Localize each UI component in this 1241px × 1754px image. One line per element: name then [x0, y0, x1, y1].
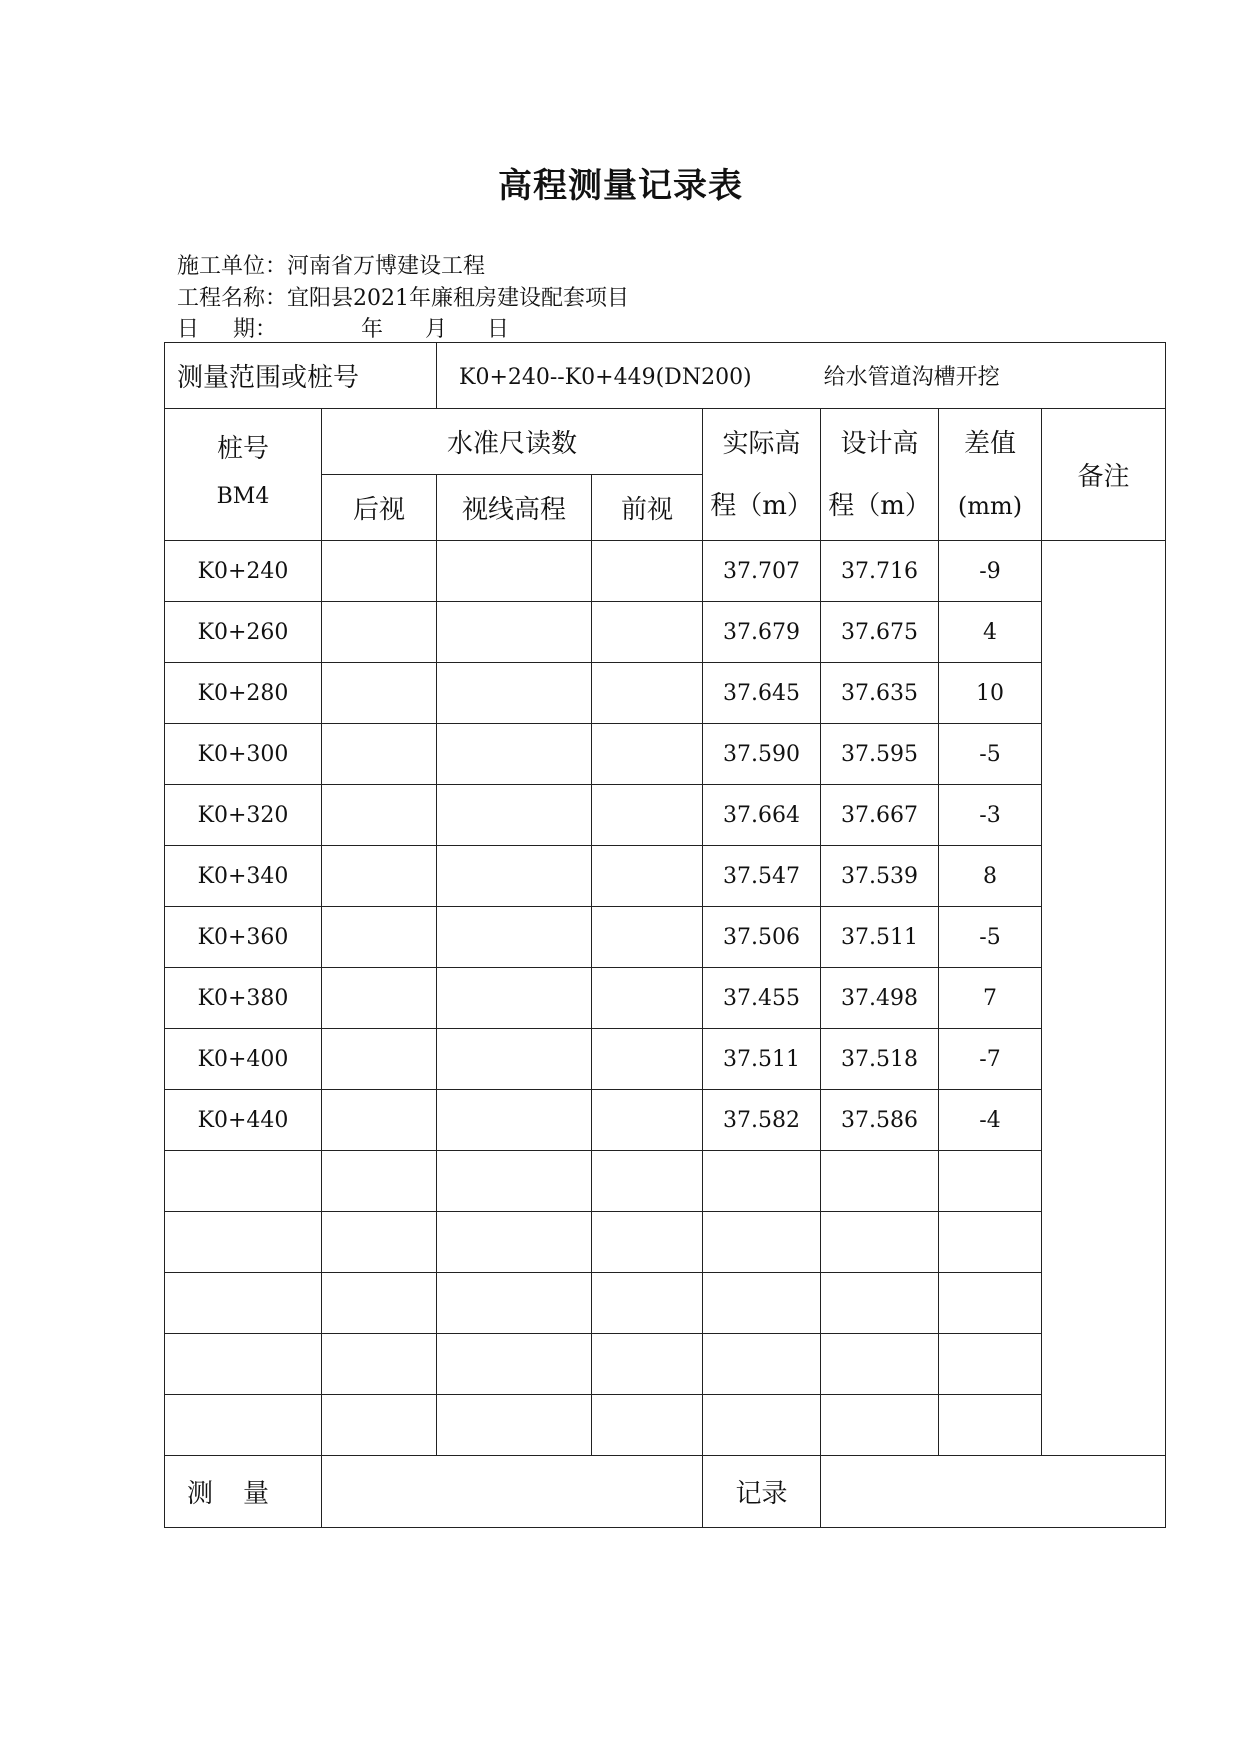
cell-actual: 37.707	[703, 541, 821, 602]
cell-design: 37.586	[821, 1090, 939, 1151]
header-backsight: 后视	[322, 475, 437, 541]
cell-backsight	[322, 602, 437, 663]
cell-line-elev	[437, 1395, 592, 1456]
table-row	[165, 1151, 1166, 1212]
cell-station: K0+280	[165, 663, 322, 724]
cell-diff: -3	[939, 785, 1042, 846]
cell-design: 37.539	[821, 846, 939, 907]
document-title: 高程测量记录表	[498, 166, 743, 206]
cell-backsight	[322, 1212, 437, 1273]
cell-actual: 37.547	[703, 846, 821, 907]
header-actual	[703, 409, 821, 541]
cell-actual: 37.582	[703, 1090, 821, 1151]
cell-actual	[703, 1395, 821, 1456]
project-name-label: 工程名称：	[177, 286, 288, 311]
header-design-line1: 设计高	[840, 428, 919, 459]
cell-foresight	[592, 907, 703, 968]
cell-design: 37.667	[821, 785, 939, 846]
cell-station: K0+360	[165, 907, 322, 968]
cell-actual	[703, 1151, 821, 1212]
cell-design: 37.635	[821, 663, 939, 724]
cell-foresight	[592, 968, 703, 1029]
cell-actual: 37.511	[703, 1029, 821, 1090]
cell-foresight	[592, 1151, 703, 1212]
cell-design	[821, 1395, 939, 1456]
cell-line-elev	[437, 602, 592, 663]
cell-foresight	[592, 785, 703, 846]
cell-design	[821, 1334, 939, 1395]
record-label: 记录	[703, 1456, 821, 1528]
cell-line-elev	[437, 1334, 592, 1395]
cell-station	[165, 1273, 322, 1334]
cell-actual: 37.664	[703, 785, 821, 846]
cell-station	[165, 1212, 322, 1273]
cell-diff: 10	[939, 663, 1042, 724]
cell-remark	[1042, 541, 1166, 1456]
construction-unit-label: 施工单位：	[177, 254, 288, 279]
cell-line-elev	[437, 1273, 592, 1334]
cell-foresight	[592, 602, 703, 663]
cell-line-elev	[437, 724, 592, 785]
table-row	[165, 785, 1166, 846]
signature-row	[165, 1456, 1166, 1528]
cell-actual: 37.506	[703, 907, 821, 968]
cell-diff: -7	[939, 1029, 1042, 1090]
record-signature	[821, 1456, 1166, 1528]
header-actual-line1: 实际高	[722, 428, 801, 459]
header-foresight: 前视	[592, 475, 703, 541]
cell-backsight	[322, 785, 437, 846]
header-row-1	[165, 409, 1166, 475]
cell-line-elev	[437, 663, 592, 724]
date-year: 年	[361, 317, 384, 342]
cell-foresight	[592, 541, 703, 602]
cell-line-elev	[437, 907, 592, 968]
table-row	[165, 602, 1166, 663]
cell-station: K0+240	[165, 541, 322, 602]
cell-line-elev	[437, 541, 592, 602]
cell-line-elev	[437, 1029, 592, 1090]
header-actual-line2: 程（m）	[710, 490, 813, 521]
cell-foresight	[592, 1090, 703, 1151]
cell-station: K0+300	[165, 724, 322, 785]
cell-design	[821, 1212, 939, 1273]
range-label: 测量范围或桩号	[165, 343, 437, 409]
cell-diff: 7	[939, 968, 1042, 1029]
cell-backsight	[322, 1395, 437, 1456]
date-label-1: 日	[177, 317, 200, 342]
header-design-line2: 程（m）	[828, 490, 931, 521]
cell-foresight	[592, 1273, 703, 1334]
cell-actual: 37.590	[703, 724, 821, 785]
cell-backsight	[322, 968, 437, 1029]
cell-station: K0+340	[165, 846, 322, 907]
cell-design: 37.518	[821, 1029, 939, 1090]
header-reading: 水准尺读数	[322, 409, 703, 475]
table-row	[165, 1334, 1166, 1395]
table-row	[165, 1090, 1166, 1151]
elevation-record-table	[164, 342, 1166, 1528]
cell-diff: 8	[939, 846, 1042, 907]
cell-foresight	[592, 1395, 703, 1456]
cell-backsight	[322, 1273, 437, 1334]
header-station-text: 桩号	[216, 433, 269, 464]
cell-diff: -9	[939, 541, 1042, 602]
table-row	[165, 907, 1166, 968]
cell-foresight	[592, 663, 703, 724]
cell-design: 37.498	[821, 968, 939, 1029]
range-value-cell	[437, 343, 1166, 409]
cell-station: K0+260	[165, 602, 322, 663]
cell-line-elev	[437, 1212, 592, 1273]
cell-actual	[703, 1334, 821, 1395]
cell-actual	[703, 1212, 821, 1273]
date-day: 日	[487, 317, 510, 342]
header-station	[165, 409, 322, 541]
cell-foresight	[592, 1029, 703, 1090]
table-row	[165, 1395, 1166, 1456]
table-row	[165, 1212, 1166, 1273]
cell-line-elev	[437, 1151, 592, 1212]
table-row	[165, 724, 1166, 785]
cell-line-elev	[437, 968, 592, 1029]
range-description: 给水管道沟槽开挖	[823, 365, 1000, 390]
cell-backsight	[322, 846, 437, 907]
cell-backsight	[322, 541, 437, 602]
date-line	[177, 312, 509, 343]
cell-station: K0+380	[165, 968, 322, 1029]
cell-station	[165, 1395, 322, 1456]
table-row	[165, 663, 1166, 724]
cell-actual: 37.645	[703, 663, 821, 724]
cell-line-elev	[437, 785, 592, 846]
cell-foresight	[592, 1334, 703, 1395]
cell-diff: 4	[939, 602, 1042, 663]
cell-foresight	[592, 846, 703, 907]
cell-diff	[939, 1151, 1042, 1212]
table-row	[165, 846, 1166, 907]
cell-diff	[939, 1273, 1042, 1334]
table-row	[165, 1273, 1166, 1334]
cell-design: 37.511	[821, 907, 939, 968]
table-row	[165, 1029, 1166, 1090]
cell-backsight	[322, 724, 437, 785]
cell-diff	[939, 1395, 1042, 1456]
measure-signature	[322, 1456, 703, 1528]
cell-station	[165, 1334, 322, 1395]
project-name-value: 宜阳县2021年廉租房建设配套项目	[287, 286, 630, 311]
project-name	[177, 281, 629, 312]
cell-actual: 37.679	[703, 602, 821, 663]
header-design	[821, 409, 939, 541]
cell-diff	[939, 1334, 1042, 1395]
construction-unit-value: 河南省万博建设工程	[287, 254, 486, 279]
cell-station: K0+400	[165, 1029, 322, 1090]
cell-diff: -5	[939, 724, 1042, 785]
range-row	[165, 343, 1166, 409]
date-month: 月	[425, 317, 448, 342]
cell-actual	[703, 1273, 821, 1334]
cell-backsight	[322, 1151, 437, 1212]
cell-line-elev	[437, 1090, 592, 1151]
cell-design	[821, 1273, 939, 1334]
table-row	[165, 541, 1166, 602]
measure-label: 测量	[165, 1456, 322, 1528]
construction-unit	[177, 249, 485, 280]
cell-actual: 37.455	[703, 968, 821, 1029]
cell-diff: -4	[939, 1090, 1042, 1151]
header-remark: 备注	[1042, 409, 1166, 541]
header-diff-line2: (mm)	[957, 491, 1023, 520]
cell-station: K0+320	[165, 785, 322, 846]
cell-backsight	[322, 1334, 437, 1395]
cell-backsight	[322, 1090, 437, 1151]
cell-backsight	[322, 907, 437, 968]
cell-line-elev	[437, 846, 592, 907]
cell-foresight	[592, 1212, 703, 1273]
cell-design: 37.675	[821, 602, 939, 663]
cell-station	[165, 1151, 322, 1212]
header-line-elev: 视线高程	[437, 475, 592, 541]
cell-design: 37.716	[821, 541, 939, 602]
cell-design: 37.595	[821, 724, 939, 785]
range-value: K0+240--K0+449(DN200)	[459, 365, 752, 390]
cell-design	[821, 1151, 939, 1212]
header-diff	[939, 409, 1042, 541]
cell-diff	[939, 1212, 1042, 1273]
header-diff-line1: 差值	[964, 428, 1017, 459]
date-label-2: 期：	[233, 317, 278, 342]
cell-diff: -5	[939, 907, 1042, 968]
cell-foresight	[592, 724, 703, 785]
header-station-bm: BM4	[216, 483, 270, 509]
cell-station: K0+440	[165, 1090, 322, 1151]
cell-backsight	[322, 663, 437, 724]
table-row	[165, 968, 1166, 1029]
cell-backsight	[322, 1029, 437, 1090]
